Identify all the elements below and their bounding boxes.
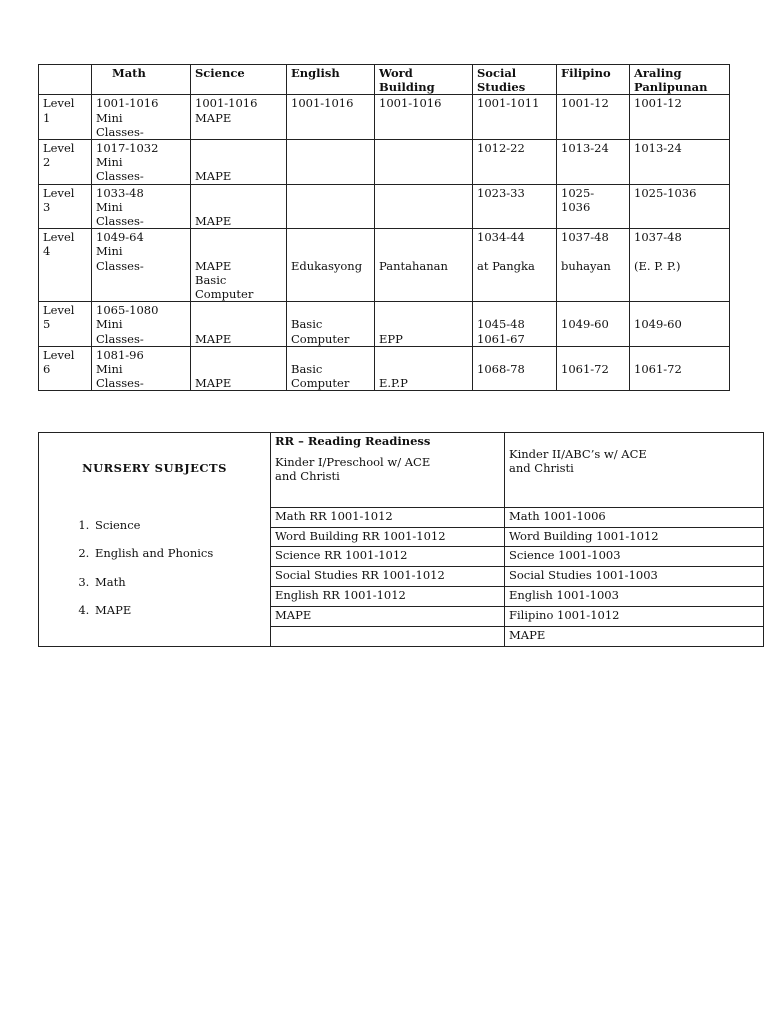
kinder1-item [271,626,505,646]
table-row [39,229,730,302]
table-cell [375,140,473,185]
table-cell: 1061-72 [557,346,630,391]
table-cell: 1001-1016 MAPE [191,95,287,140]
table-cell: 1013-24 [557,140,630,185]
table-cell: MAPE [191,346,287,391]
table-cell: Level 4 [39,229,92,302]
table-cell: MAPE [191,184,287,229]
table-cell: 1001-1016 [375,95,473,140]
table-cell: 1033-48 Mini Classes- [92,184,191,229]
nursery-subjects-cell [39,433,271,647]
table-cell: 1061-72 [630,346,730,391]
table-cell: 1037-48 buhayan [557,229,630,302]
kinder2-header-cell: Kinder II/ABC’s w/ ACE and Christi [505,433,764,508]
kinder2-item: Word Building 1001-1012 [505,527,764,547]
kinder2-item: Science 1001-1003 [505,547,764,567]
kinder1-item: Science RR 1001-1012 [271,547,505,567]
table-cell: 1001-1016 Mini Classes- [92,95,191,140]
table-cell: E.P.P [375,346,473,391]
table-cell: Edukasyong [287,229,375,302]
table-cell: 1045-48 1061-67 [473,302,557,347]
kinder1-item: Math RR 1001-1012 [271,507,505,527]
table-cell: Basic Computer [287,302,375,347]
table-cell: 1001-1011 [473,95,557,140]
table-row [39,95,730,140]
table-cell: 1001-1016 [287,95,375,140]
table-cell: 1012-22 [473,140,557,185]
levels-table [38,64,730,391]
header-cell: Social Studies [473,65,557,95]
table-cell: Level 1 [39,95,92,140]
table-cell: Pantahanan [375,229,473,302]
kinder1-item: Word Building RR 1001-1012 [271,527,505,547]
kinder2-item: MAPE [505,626,764,646]
table-cell: 1025-1036 [630,184,730,229]
table-cell: 1001-12 [557,95,630,140]
table-cell [287,140,375,185]
rr-title: RR – Reading Readiness [275,434,431,448]
header-cell [39,65,92,95]
table-cell: 1049-60 [557,302,630,347]
kinder1-item: MAPE [271,606,505,626]
nursery-title: NURSERY SUBJECTS [82,461,227,476]
table-row [39,302,730,347]
table-cell: 1065-1080 Mini Classes- [92,302,191,347]
table-cell: 1049-64 Mini Classes- [92,229,191,302]
table-cell: Level 5 [39,302,92,347]
list-item: 4. MAPE [93,603,266,617]
nursery-header-row [39,433,764,508]
table-cell: EPP [375,302,473,347]
table-cell: 1001-12 [630,95,730,140]
kinder1-item: Social Studies RR 1001-1012 [271,567,505,587]
table-cell: Level 6 [39,346,92,391]
table-cell: 1049-60 [630,302,730,347]
header-cell: Filipino [557,65,630,95]
kinder1-item: English RR 1001-1012 [271,587,505,607]
header-cell: English [287,65,375,95]
table-row [39,140,730,185]
table-cell: 1025- 1036 [557,184,630,229]
header-cell: Science [191,65,287,95]
table-cell: 1068-78 [473,346,557,391]
list-item: 1. Science [93,518,266,532]
table-cell: 1013-24 [630,140,730,185]
table-cell: 1037-48 (E. P. P.) [630,229,730,302]
nursery-subject-list [43,504,266,632]
table-cell: 1023-33 [473,184,557,229]
kinder2-item: Social Studies 1001-1003 [505,567,764,587]
table-row [39,184,730,229]
header-cell: Araling Panlipunan [630,65,730,95]
table-cell: Basic Computer [287,346,375,391]
nursery-table [38,432,764,647]
kinder2-item: Filipino 1001-1012 [505,606,764,626]
table-cell: 1034-44 at Pangka [473,229,557,302]
kinder1-header: Kinder I/Preschool w/ ACE and Christi [275,455,431,484]
table-cell: MAPE [191,302,287,347]
levels-header-row [39,65,730,95]
header-cell: Word Building [375,65,473,95]
kinder2-item: English 1001-1003 [505,587,764,607]
table-cell [287,184,375,229]
list-item: 3. Math [93,575,266,589]
kinder2-item: Math 1001-1006 [505,507,764,527]
table-row [39,346,730,391]
table-cell: MAPE Basic Computer [191,229,287,302]
table-cell: Level 3 [39,184,92,229]
table-cell [375,184,473,229]
table-cell: 1017-1032 Mini Classes- [92,140,191,185]
table-cell: Level 2 [39,140,92,185]
kinder1-header-cell [271,433,505,508]
header-cell: Math [92,65,191,95]
table-cell: 1081-96 Mini Classes- [92,346,191,391]
table-cell: MAPE [191,140,287,185]
list-item: 2. English and Phonics [93,546,266,560]
